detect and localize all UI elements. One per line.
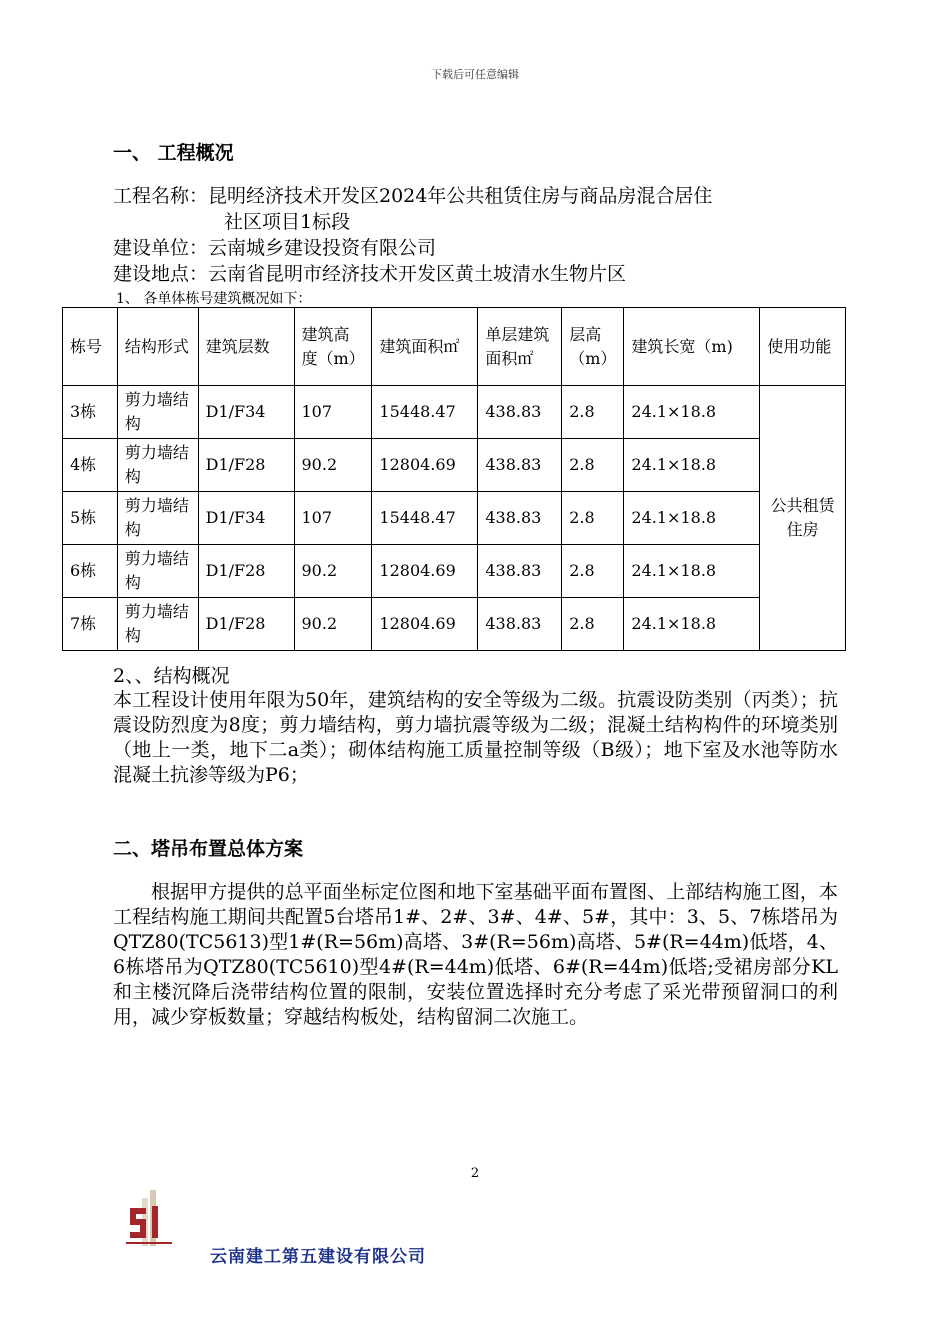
table-cell: 2.8 — [562, 439, 624, 492]
subsection-1-heading: 1、 各单体栋号建筑概况如下： — [116, 291, 312, 307]
table-row — [63, 439, 846, 492]
table-cell: 剪力墙结构 — [117, 439, 198, 492]
table-cell: 7栋 — [63, 598, 118, 651]
table-cell: 2.8 — [562, 545, 624, 598]
table-cell: 24.1×18.8 — [624, 545, 760, 598]
table-cell: 2.8 — [562, 492, 624, 545]
header-cell: 栋号 — [63, 308, 118, 386]
table-cell: 438.83 — [478, 598, 562, 651]
table-header-row — [63, 308, 846, 386]
table-cell: 107 — [294, 386, 372, 439]
tower-crane-paragraph: 根据甲方提供的总平面坐标定位图和地下室基础平面布置图、上部结构施工图，本工程结构施工期间共配置5台塔吊1#、2#、3#、4#、5#，其中：3、5、7栋塔吊为QTZ80(TC5613)型1#(R=56m)高塔、3#(R=56m)高塔、5#(R=44m)低塔，4、6栋塔吊为QTZ80(TC5610)型4#(R=44m)低塔、6#(R=44m)低塔;受裙房部分KL和主楼沉降后浇带结构位置的限制，安装位置选择时充分考虑了采光带预留洞口的利用，减少穿板数量；穿越结构板处，结构留洞二次施工。 — [113, 881, 838, 1028]
page-number: 2 — [470, 1166, 480, 1181]
table-cell: D1/F34 — [198, 492, 294, 545]
table-cell: 剪力墙结构 — [117, 492, 198, 545]
table-cell: 438.83 — [478, 545, 562, 598]
table-cell: 24.1×18.8 — [624, 598, 760, 651]
header-cell: 使用功能 — [760, 308, 846, 386]
table-cell: 2.8 — [562, 598, 624, 651]
table-cell: 4栋 — [63, 439, 118, 492]
company-logo — [122, 1188, 178, 1250]
section1-title: 一、 工程概况 — [113, 142, 234, 164]
project-name-line1: 工程名称：昆明经济技术开发区2024年公共租赁住房与商品房混合居住 — [113, 185, 713, 207]
table-cell: 90.2 — [294, 545, 372, 598]
header-cell: 单层建筑面积㎡ — [478, 308, 562, 386]
use-function-cell: 公共租赁住房 — [760, 386, 846, 651]
table-cell: 5栋 — [63, 492, 118, 545]
table-cell: 438.83 — [478, 439, 562, 492]
table-cell: 2.8 — [562, 386, 624, 439]
table-cell: 12804.69 — [372, 598, 478, 651]
header-note: 下载后可任意编辑 — [431, 68, 519, 81]
table-cell: 12804.69 — [372, 439, 478, 492]
table-cell: D1/F34 — [198, 386, 294, 439]
header-cell: 建筑长宽（m) — [624, 308, 760, 386]
company-name: 云南建工第五建设有限公司 — [210, 1247, 426, 1267]
owner-line: 建设单位：云南城乡建设投资有限公司 — [113, 237, 437, 259]
header-cell: 建筑高度（m） — [294, 308, 372, 386]
project-name-line2: 社区项目1标段 — [224, 211, 351, 233]
table-cell: 15448.47 — [372, 492, 478, 545]
structure-paragraph: 本工程设计使用年限为50年，建筑结构的安全等级为二级。抗震设防类别（丙类）；抗震设防烈度为8度；剪力墙结构，剪力墙抗震等级为二级；混凝土结构构件的环境类别（地上一类，地下二a类）；砌体结构施工质量控制等级（B级）；地下室及水池等防水混凝土抗渗等级为P6； — [113, 689, 838, 786]
header-cell: 建筑层数 — [198, 308, 294, 386]
header-cell: 结构形式 — [117, 308, 198, 386]
table-cell: 438.83 — [478, 492, 562, 545]
table-cell: 107 — [294, 492, 372, 545]
table-cell: 90.2 — [294, 439, 372, 492]
building-table — [62, 307, 846, 651]
table-cell: 6栋 — [63, 545, 118, 598]
table-cell: 90.2 — [294, 598, 372, 651]
table-row — [63, 386, 846, 439]
header-cell: 层高（m） — [562, 308, 624, 386]
table-cell: D1/F28 — [198, 598, 294, 651]
table-row — [63, 492, 846, 545]
table-cell: 12804.69 — [372, 545, 478, 598]
table-cell: D1/F28 — [198, 439, 294, 492]
table-cell: 438.83 — [478, 386, 562, 439]
section2-title: 二、塔吊布置总体方案 — [113, 838, 304, 860]
logo-graphic — [122, 1188, 178, 1250]
table-cell: D1/F28 — [198, 545, 294, 598]
header-cell: 建筑面积㎡ — [372, 308, 478, 386]
table-row — [63, 598, 846, 651]
table-cell: 剪力墙结构 — [117, 386, 198, 439]
table-cell: 剪力墙结构 — [117, 598, 198, 651]
location-line: 建设地点：云南省昆明市经济技术开发区黄土坡清水生物片区 — [113, 263, 627, 285]
table-cell: 3栋 — [63, 386, 118, 439]
table-row — [63, 545, 846, 598]
table-cell: 24.1×18.8 — [624, 386, 760, 439]
table-cell: 15448.47 — [372, 386, 478, 439]
table-cell: 剪力墙结构 — [117, 545, 198, 598]
table-cell: 24.1×18.8 — [624, 439, 760, 492]
table-cell: 24.1×18.8 — [624, 492, 760, 545]
subsection-2-heading: 2、、结构概况 — [113, 665, 230, 687]
